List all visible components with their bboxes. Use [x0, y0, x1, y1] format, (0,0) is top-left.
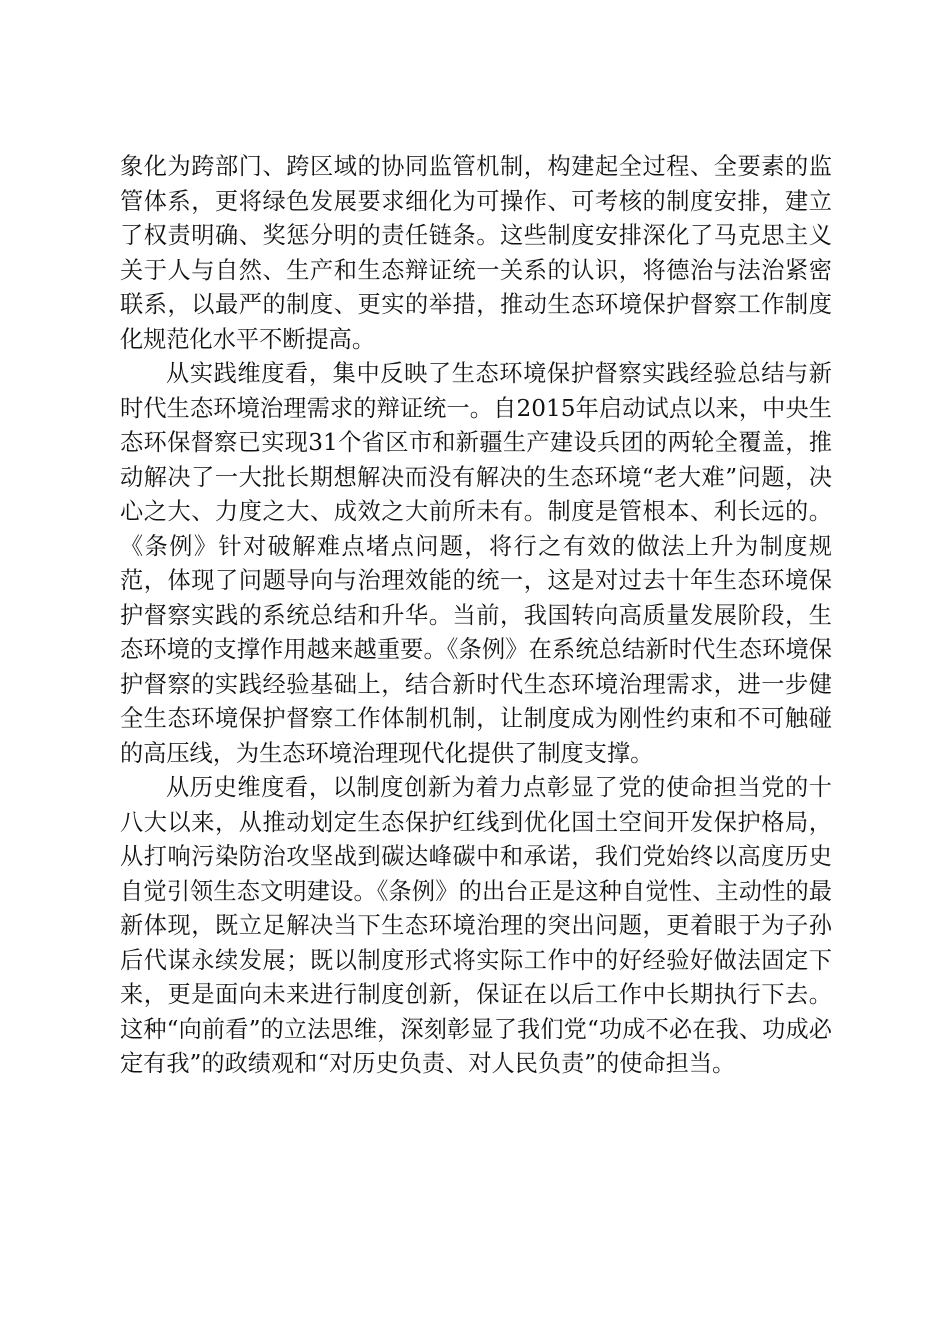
paragraph-3: 从历史维度看，以制度创新为着力点彰显了党的使命担当党的十八大以来，从推动划定生态保护红线到优化国土空间开发保护格局，从打响污染防治攻坚战到碳达峰碳中和承诺，我们党始终以高度历史自觉引领生态文明建设。《条例》的出台正是这种自觉性、主动性的最新体现，既立足解决当下生态环境治理的突出问题，更着眼于为子孙后代谋永续发展；既以制度形式将实际工作中的好经验好做法固定下来，更是面向未来进行制度创新，保证在以后工作中长期执行下去。这种“向前看”的立法思维，深刻彰显了我们党“功成不必在我、功成必定有我”的政绩观和“对历史负责、对人民负责”的使命担当。 [120, 774, 832, 1077]
document-page [120, 150, 832, 1082]
paragraph-1: 象化为跨部门、跨区域的协同监管机制，构建起全过程、全要素的监管体系，更将绿色发展要求细化为可操作、可考核的制度安排，建立了权责明确、奖惩分明的责任链条。这些制度安排深化了马克思主义关于人与自然、生产和生态辩证统一关系的认识，将德治与法治紧密联系，以最严的制度、更实的举措，推动生态环境保护督察工作制度化规范化水平不断提高。 [120, 153, 832, 353]
paragraph-2: 从实践维度看，集中反映了生态环境保护督察实践经验总结与新时代生态环境治理需求的辩证统一。自2015年启动试点以来，中央生态环保督察已实现31个省区市和新疆生产建设兵团的两轮全覆盖，推动解决了一大批长期想解决而没有解决的生态环境“老大难”问题，决心之大、力度之大、成效之大前所未有。制度是管根本、利长远的。《条例》针对破解难点堵点问题，将行之有效的做法上升为制度规范，体现了问题导向与治理效能的统一，这是对过去十年生态环境保护督察实践的系统总结和升华。当前，我国转向高质量发展阶段，生态环境的支撑作用越来越重要。《条例》在系统总结新时代生态环境保护督察的实践经验基础上，结合新时代生态环境治理需求，进一步健全生态环境保护督察工作体制机制，让制度成为刚性约束和不可触碰的高压线，为生态环境治理现代化提供了制度支撑。 [120, 360, 832, 767]
